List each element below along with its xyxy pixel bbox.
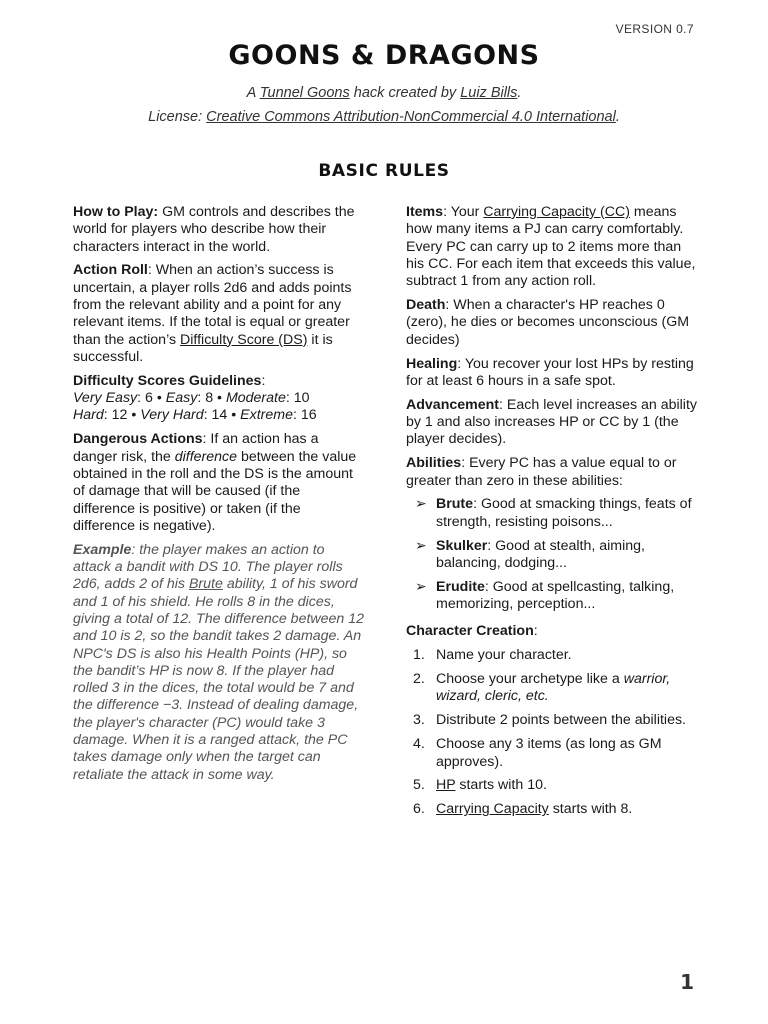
page-number: 1 bbox=[680, 970, 694, 994]
left-column bbox=[73, 204, 365, 790]
abilities-paragraph: Abilities: Every PC has a value equal to or greater than zero in these abilities: bbox=[406, 455, 677, 489]
list-item: 2. Choose your archetype like a warrior, wizard, cleric, etc. bbox=[413, 671, 671, 705]
death-paragraph: Death: When a character's HP reaches 0 (zero), he dies or becomes unconscious (GM decides) bbox=[406, 297, 690, 348]
arrow-bullet-icon: ➢ bbox=[415, 496, 427, 513]
list-item: ➢ Erudite: Good at spellcasting, talking, memorizing, perception... bbox=[415, 578, 675, 613]
character-creation-heading: Character Creation: bbox=[406, 623, 538, 640]
byline: A Tunnel Goons hack created by Luiz Bills. bbox=[246, 85, 522, 101]
hp-link[interactable]: HP bbox=[436, 777, 456, 794]
character-creation-steps bbox=[406, 647, 698, 818]
list-item: 4. Choose any 3 items (as long as GM approves). bbox=[413, 736, 662, 770]
list-item: 6. Carrying Capacity starts with 8. bbox=[413, 801, 633, 818]
carrying-capacity-step-link[interactable]: Carrying Capacity bbox=[436, 801, 549, 818]
abilities-list bbox=[406, 496, 698, 613]
list-item: ➢ Skulker: Good at stealth, aiming, balancing, dodging... bbox=[415, 537, 645, 571]
healing-paragraph: Healing: You recover your lost HPs by resting for at least 6 hours in a safe spot. bbox=[406, 355, 694, 389]
ds-guidelines-paragraph: Difficulty Scores Guidelines: Very Easy: 6 • Easy: 8 • Moderate: 10 Hard: 12 • Very Hard: 14 • Extreme: 16 bbox=[73, 372, 317, 424]
arrow-bullet-icon: ➢ bbox=[415, 537, 427, 554]
license-link[interactable]: Creative Commons Attribution-NonCommercial 4.0 International bbox=[206, 109, 616, 125]
right-column bbox=[406, 204, 698, 825]
tunnel-goons-link[interactable]: Tunnel Goons bbox=[259, 85, 350, 101]
action-roll-paragraph: Action Roll: When an action’s success is uncertain, a player rolls 2d6 and adds points from the relevant ability and a point for any relevant items. If the total is equal or greater than the action’s Difficulty Score (DS) it is successful. bbox=[73, 262, 352, 365]
author-link[interactable]: Luiz Bills bbox=[460, 85, 518, 101]
section-title: BASIC RULES bbox=[318, 161, 450, 181]
example-paragraph: Example: the player makes an action to attack a bandit with DS 10. The player rolls 2d6, adds 2 of his Brute ability, 1 of his sword and 1 of his shield. He rolls 8 in the dices, giving a total of 12. The difference between 12 and 10 is 2, so the bandit takes 2 damage. An NPC's DS is also his Health Points (HP), so the bandit’s HP is now 8. If the player had rolled 3 in the dices, the total would be 7 and the difference −3. Instead of dealing damage, the player's character (PC) would take 3 damage. When it is a ranged attack, the PC takes damage only when the target can retaliate the attack in some way. bbox=[73, 541, 365, 783]
items-paragraph: Items: Your Carrying Capacity (CC) means how many items a PJ can carry comfortably. Every PC can carry up to 2 items more than his CC. For each item that exceeds this value, subtract 1 from any action roll. bbox=[406, 204, 696, 290]
advancement-paragraph: Advancement: Each level increases an ability by 1 and also increases HP or CC by 1 (the player decides). bbox=[406, 396, 697, 448]
difficulty-score-link[interactable]: Difficulty Score (DS) bbox=[180, 331, 308, 348]
version-label: VERSION 0.7 bbox=[615, 22, 694, 36]
dangerous-actions-paragraph: Dangerous Actions: If an action has a danger risk, the difference between the value obtained in the roll and the DS is the amount of damage that will be caused (if the difference is positive) or taken (if the difference is negative). bbox=[73, 431, 357, 534]
brute-link[interactable]: Brute bbox=[188, 576, 223, 593]
license-line: License: Creative Commons Attribution-NonCommercial 4.0 International. bbox=[148, 109, 620, 125]
arrow-bullet-icon: ➢ bbox=[415, 578, 427, 595]
document-title: GOONS & DRAGONS bbox=[228, 40, 540, 71]
list-item: 1. Name your character. bbox=[413, 647, 572, 664]
how-to-play-paragraph: How to Play: GM controls and describes the world for players who describe how their characters interact in the world. bbox=[73, 204, 355, 255]
carrying-capacity-link[interactable]: Carrying Capacity (CC) bbox=[483, 204, 630, 220]
list-item: ➢ Brute: Good at smacking things, feats of strength, resisting poisons... bbox=[415, 496, 692, 530]
list-item: 3. Distribute 2 points between the abilities. bbox=[413, 712, 686, 729]
list-item: 5. HP starts with 10. bbox=[413, 777, 547, 794]
